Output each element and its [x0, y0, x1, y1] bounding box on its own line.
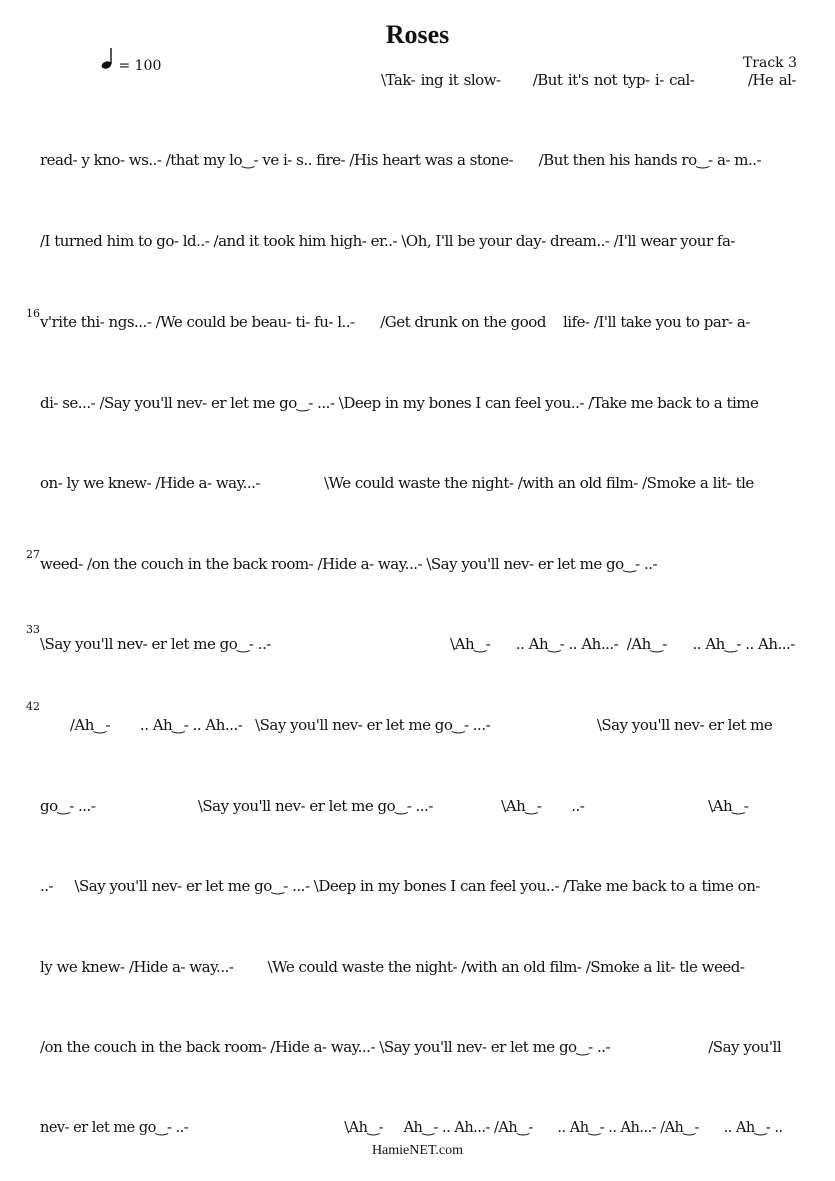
lyric-line: nev- er let me go‿- ..- \Ah‿- Ah‿- .. Ah...- /Ah‿- .. Ah‿- .. Ah...- /Ah‿- .. Ah‿- ..	[40, 1120, 783, 1136]
lyric-line: ..- \Say you'll nev- er let me go‿- ...- \Deep in my bones I can feel you..- /Take me back to a time on-	[40, 877, 760, 895]
measure-number: 27	[26, 548, 40, 561]
lyric-line: di- se...- /Say you'll nev- er let me go‿- ...- \Deep in my bones I can feel you..- /Take me back to a time	[40, 394, 759, 412]
lyric-line: read- y kno- ws..- /that my lo‿- ve i- s.. fire- /His heart was a stone- /But then his hands ro‿- a- m..-	[40, 151, 762, 169]
song-title: Roses	[385, 20, 450, 49]
lyric-line: go‿- ...- \Say you'll nev- er let me go‿- ...- \Ah‿- ..- \Ah‿-	[40, 797, 749, 815]
lyric-line: on- ly we knew- /Hide a- way...- \We could waste the night- /with an old film- /Smoke a lit- tle	[40, 474, 754, 492]
tempo-value: = 100	[118, 58, 162, 74]
measure-number: 16	[26, 307, 40, 320]
quarter-note-icon	[100, 46, 114, 74]
measure-number: 42	[26, 700, 40, 713]
measure-number: 33	[26, 623, 40, 636]
footer-credit: HamieNET.com	[371, 1143, 464, 1158]
lyric-line: ly we knew- /Hide a- way...- \We could waste the night- /with an old film- /Smoke a lit- tle weed-	[40, 958, 745, 976]
lyric-line: weed- /on the couch in the back room- /Hide a- way...- \Say you'll nev- er let me go‿- ..-	[40, 555, 658, 573]
lyric-line: \Say you'll nev- er let me go‿- ..- \Ah‿- .. Ah‿- .. Ah...- /Ah‿- .. Ah‿- .. Ah...-	[40, 635, 795, 653]
track-label: Track 3	[742, 55, 797, 71]
lyric-line: \Tak- ing it slow- /But it's not typ- i- cal- /He al-	[381, 71, 796, 89]
lyric-line: /I turned him to go- ld..- /and it took him high- er..- \Oh, I'll be your day- dream..- /I'll wear your fa-	[40, 232, 735, 250]
lyric-line: /Ah‿- .. Ah‿- .. Ah...- \Say you'll nev- er let me go‿- ...- \Say you'll nev- er let me	[40, 716, 773, 734]
lyric-line: /on the couch in the back room- /Hide a- way...- \Say you'll nev- er let me go‿- ..- /Say you'll	[40, 1038, 782, 1056]
lyric-line: v'rite thi- ngs...- /We could be beau- ti- fu- l..- /Get drunk on the good life- /I'll take you to par- a-	[40, 313, 750, 331]
tempo-marking	[100, 46, 161, 74]
